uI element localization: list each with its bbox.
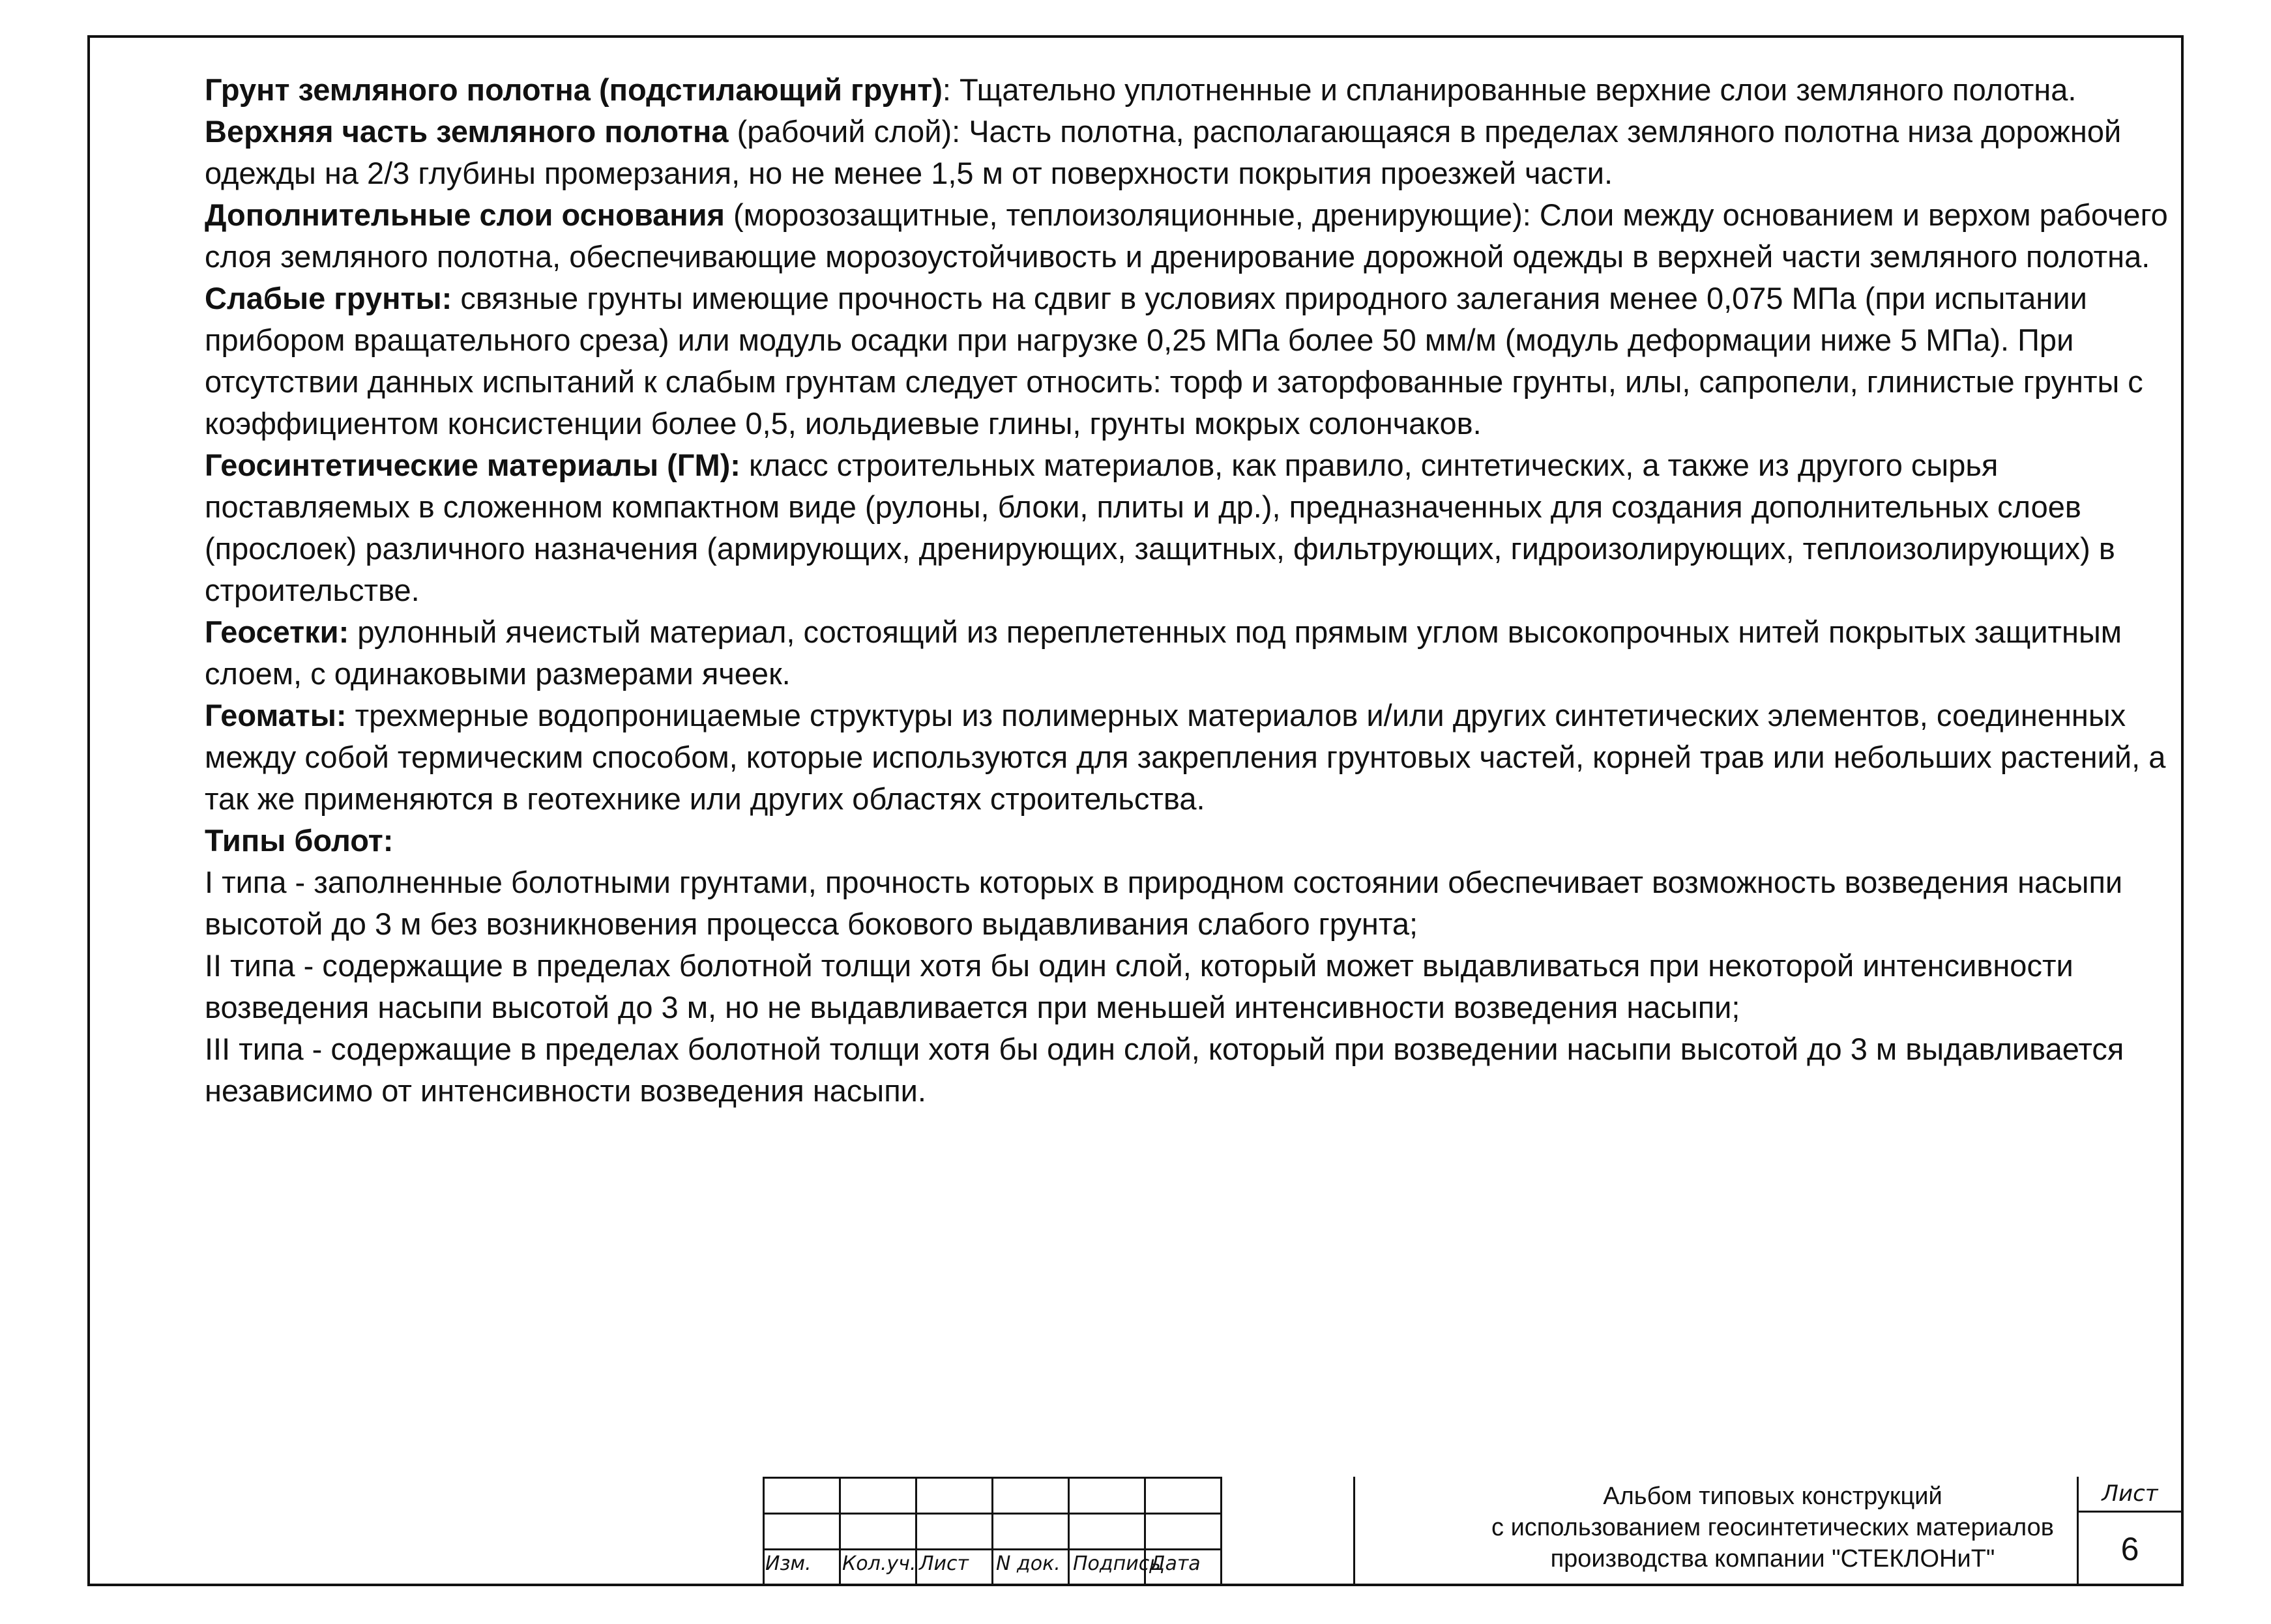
definition-term: Геосинтетические материалы (ГМ): <box>205 448 740 482</box>
definition-term: Слабые грунты: <box>205 281 452 315</box>
column-label-date: Дата <box>1150 1552 1201 1575</box>
swamp-type-text: III типа - содержащие в пределах болотной толщи хотя бы один слой, который при возведении насыпи высотой до 3 м выдавливается независимо от интенсивности возведения насыпи. <box>205 1032 2124 1108</box>
album-title-line: производства компании "СТЕКЛОНиТ" <box>1550 1545 1995 1573</box>
album-title-line: Альбом типовых конструкций <box>1603 1483 1942 1510</box>
definition-paragraph <box>166 611 2173 695</box>
definition-paragraph <box>166 278 2173 444</box>
swamp-type-paragraph <box>166 945 2173 1028</box>
column-label-count: Кол.уч. <box>842 1552 916 1575</box>
definition-paragraph <box>166 194 2173 278</box>
document-body <box>166 69 2173 1112</box>
definition-paragraph <box>166 69 2173 111</box>
swamp-type-text: II типа - содержащие в пределах болотной толщи хотя бы один слой, который может выдавливаться при некоторой интенсивности возведения насыпи высотой до 3 м, но не выдавливается при меньшей интенсивности возведения насыпи; <box>205 948 2073 1024</box>
swamp-type-text: I типа - заполненные болотными грунтами, прочность которых в природном состоянии обеспечивает возможность возведения насыпи высотой до 3 м без возникновения процесса бокового выдавливания слабого грунта; <box>205 865 2123 941</box>
column-label-change: Изм. <box>765 1552 812 1575</box>
section-heading <box>166 820 2173 862</box>
definition-text: (морозозащитные, теплоизоляционные, дренирующие): Слои между основанием и верхом рабочего слоя земляного полотна, обеспечивающие морозоустойчивость и дренирование дорожной одежды в верхней части земляного полотна. <box>205 197 2168 274</box>
definition-term: Геоматы: <box>205 698 347 732</box>
revision-column-labels <box>763 1552 1224 1575</box>
swamp-type-paragraph <box>166 1028 2173 1112</box>
column-label-sheet: Лист <box>919 1552 969 1575</box>
sheet-number: 6 <box>2120 1531 2139 1567</box>
definition-term: Геосетки: <box>205 615 349 649</box>
definition-paragraph <box>166 111 2173 194</box>
definition-paragraph <box>166 695 2173 820</box>
column-label-doc-number: N док. <box>996 1552 1061 1575</box>
title-block <box>763 1477 2181 1586</box>
definition-text: : Тщательно уплотненные и спланированные верхние слои земляного полотна. <box>942 72 2077 107</box>
album-title <box>1353 1477 2190 1586</box>
album-title-line: с использованием геосинтетических материалов <box>1491 1514 2054 1541</box>
column-label-signature: Подпись <box>1073 1552 1161 1575</box>
definition-term: Грунт земляного полотна (подстилающий грунт) <box>205 72 943 107</box>
definition-paragraph <box>166 444 2173 611</box>
section-heading-text: Типы болот: <box>205 823 394 858</box>
definition-text: трехмерные водопроницаемые структуры из полимерных материалов и/или других синтетических элементов, соединенных между собой термическим способом, которые используются для закрепления грунтовых частей, корней трав или небольших растений, а так же применяются в геотехнике или других областях строительства. <box>205 698 2166 816</box>
definition-text: рулонный ячеистый материал, состоящий из переплетенных под прямым углом высокопрочных нитей покрытых защитным слоем, с одинаковыми размерами ячеек. <box>205 615 2122 691</box>
definition-text: (рабочий слой): Часть полотна, располагающаяся в пределах земляного полотна низа дорожной одежды на 2/3 глубины промерзания, но не менее 1,5 м от поверхности покрытия проезжей части. <box>205 114 2122 190</box>
swamp-type-paragraph <box>166 862 2173 945</box>
drawing-frame <box>87 35 2184 1586</box>
definition-text: класс строительных материалов, как правило, синтетических, а также из другого сырья поставляемых в сложенном компактном виде (рулоны, блоки, плиты и др.), предназначенных для создания дополнительных слоев (прослоек) различного назначения (армирующих, дренирующих, защитных, фильтрующих, гидроизолирующих, теплоизолирующих) в строительстве. <box>205 448 2115 607</box>
sheet-number-cell <box>2077 1477 2181 1586</box>
definition-text: связные грунты имеющие прочность на сдвиг в условиях природного залегания менее 0,075 МПа (при испытании прибором вращательного среза) или модуль осадки при нагрузке 0,25 МПа более 50 мм/м (модуль деформации ниже 5 МПа). При отсутствии данных испытаний к слабым грунтам следует относить: торф и заторфованные грунты, илы, сапропели, глинистые грунты с коэффициентом консистенции более 0,5, иольдиевые глины, грунты мокрых солончаков. <box>205 281 2143 441</box>
definition-term: Дополнительные слои основания <box>205 197 725 232</box>
sheet-label: Лист <box>2079 1477 2181 1513</box>
definition-term: Верхняя часть земляного полотна <box>205 114 729 149</box>
